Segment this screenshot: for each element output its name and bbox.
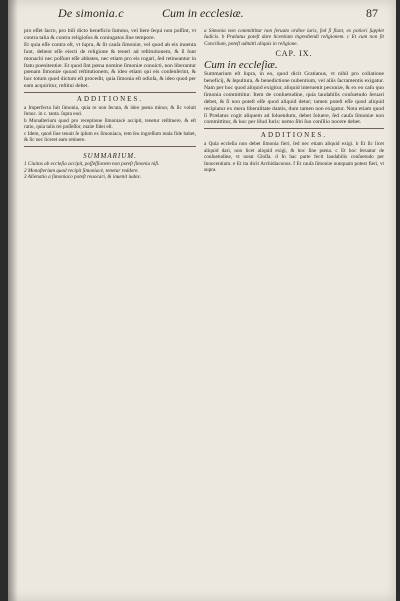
note-c: c Idem, quod ſiue tenuit ſe ipſum ex ſimoniaca, rem ſeu ingreſſum mala fide habet, & ſic nec liceret eam retinere. (24, 130, 196, 144)
note-b: b Monaſterium quod pro receptione ſimoniacè accipit, tenetur reſtituere, & eſt ratio, quia talis rei poſſeſſor, malæ fidei eſt. (24, 117, 196, 131)
section-rule (24, 146, 196, 147)
note-a: a Imperfecta ſuit ſimonia, quia re non ſecuta, & ideo pœna minor, & ſic voluit Innoc. in c. tanta. ſupra eod. (24, 105, 196, 118)
left-column (24, 28, 196, 181)
chapter-paragraph: Summarium eſt ſupra, in eo, quod dicit Gratianus, vt nihil pro collatione beneficij, & ſepultura, & benedictione nubentium, vel aliis ſacramentis exigatur. Nam per hoc quod aliquid exigitur, aliquid interuenit pecuniæ, & ex eo caſu quo ſimonia committitur. Item de conſuetudine, quia laudabilis conſuetudo ſeruari debet, & ſi non poteſt eſſe quod aliquid detur; tamen poteſt eſſe quod aliquid recipiatur ex mera liberalitate dantis, dum tamen non exigatur. Nota etiam quod ſi Prælatus cogit aliquem ad ſoluendum, debet ſoluere, ſed cauſa ſimoniæ non committitur, & hoc per illud Iuris: nemo ſibi ſuo conſilio nocere debet. (204, 71, 384, 126)
summary-item-1: 1 Ciuitas ab eccleſia accipit, poſſeſſionem non poteſt ſimonia niſi. (24, 161, 160, 168)
right-column (204, 28, 384, 173)
gutter-shadow (8, 0, 18, 601)
running-title-right: Cum in ecclesiæ. (162, 6, 244, 20)
chapter-heading: CAP. IX. (275, 49, 313, 59)
document-page (8, 0, 396, 601)
additiones-text: a Quia eccleſia non debet ſimonia fieri, ſed nec etiam aliquid exigi. b Et ſic licet aliquid dari, non licet aliquid exigi, & hoc ſine pœna. c Et hoc ſeruatur de conſuetudine, vt notat Gloſſa. d In hac parte fecit laudabilis conſuetudo per Innocentium. e Et ita dicit Archidiaconus. f Et cauſa ſimoniæ nunquam potest fieri, vt supra. (204, 141, 384, 173)
additiones-heading-right: ADDITIONES. (260, 131, 328, 140)
summary-item-2: 2 Monaſterium quod recipit ſimoniacè, tenetur reddere. (24, 167, 139, 174)
folio-number: 87 (366, 6, 378, 20)
section-rule (204, 128, 384, 129)
running-title-left: De simonia.c (58, 6, 124, 20)
additiones-heading-left: ADDITIONES. (76, 95, 144, 104)
chapter-incipit: Cum in eccleſiæ. (204, 59, 278, 72)
main-paragraph: Et quia eſſe contra eſt, vt ſupra, & ſit cauſa ſimoniæ, vel quod ab eis inuenta ſunt, debent eſſe eiecti de religione & teneri ad reſtitutionem, & ſi ſunt monachi nec poſſunt eſſe abbates, nec etiam pro eis rogari, ſed retineantur in ſtatu poenitentiæ. Et quod ſint pœna nomine ſimoniæ conuicti, non liberantur pœnam ſimoniæ quoad reſtitutionem, & ideo etiam qui eis conſenſerint, & hoc totum quod dictum eſt procedit, quia ſimonia eſt odioſa, & ideo quod per eam acquiritur, reſtitui debet. (24, 41, 196, 90)
summary-item-3: 3 Alienatio a ſimoniaco poteſt reuocari, & inuenit iudex. (24, 174, 141, 181)
summarium-heading: SUMMARIUM. (83, 151, 137, 160)
top-notes: a Simonia non committitur non ſeruato ordine iuris, ſed ſi fiunt, ex potiori ſupplet Iudicis. b Prælatus poteſt dare licentiam ingrediendi religionem. c Et cum non ſit Concilium, poteſt admitti aliquis in religione. (204, 28, 384, 47)
section-rule (24, 92, 196, 93)
page-header (44, 6, 378, 24)
intro-paragraph: pro eſſet ſacro, pro biſi dicto beneficio ſummo, vel liere ſequi non poſſint, vt contra talia & contra religioſos & coniugatos ſine tempore. (24, 28, 196, 41)
